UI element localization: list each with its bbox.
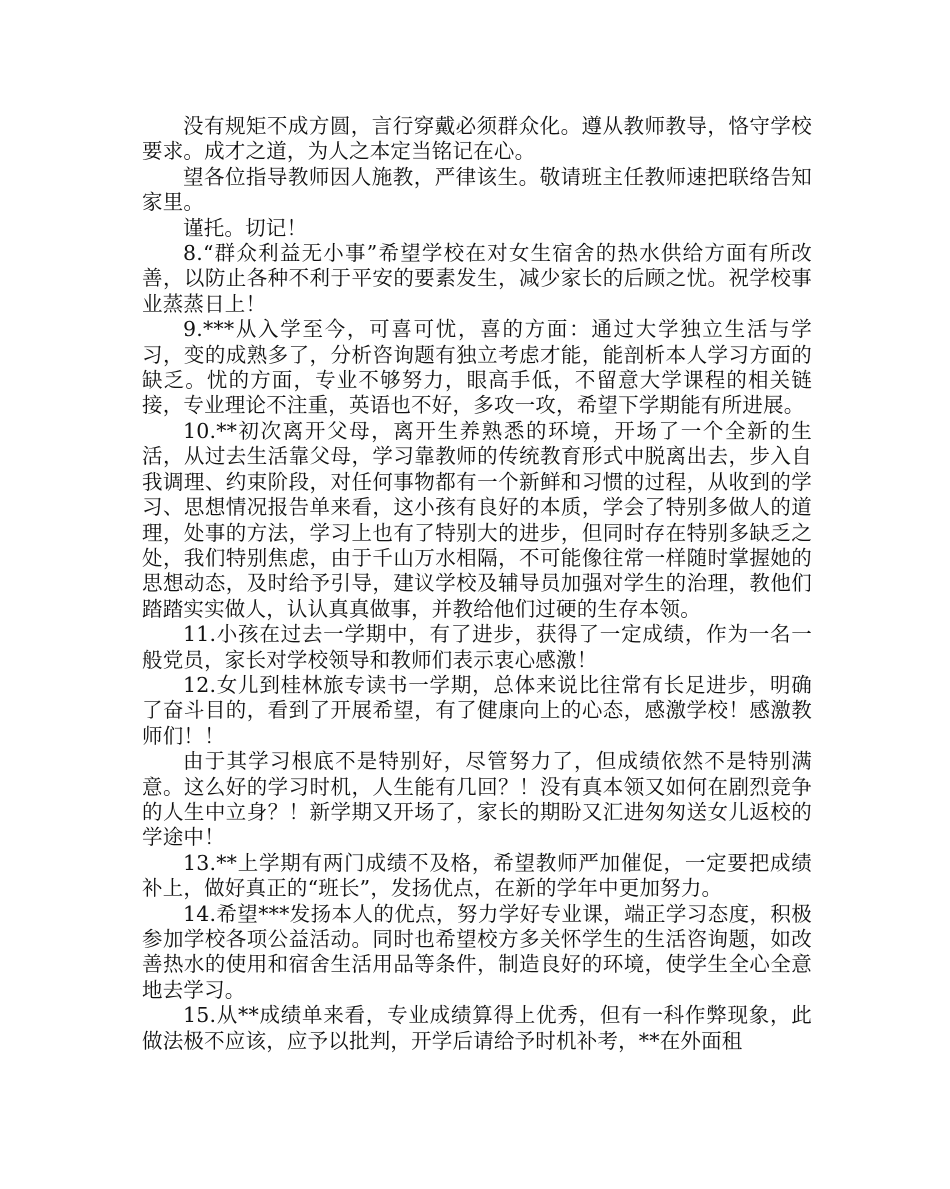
paragraph: 10.**初次离开父母，离开生养熟悉的环境，开场了一个全新的生活，从过去生活靠父母，学习靠教师的传统教育形式中脱离出去，步入自我调理、约束阶段，对任何事物都有一个新鲜和习惯的过程，从收到的学习、思想情况报告单来看，这小孩有良好的本质，学会了特别多做人的道理，处事的方法，学习上也有了特别大的进步，但同时存在特别多缺乏之处，我们特别焦虑，由于千山万水相隔，不可能像往常一样随时掌握她的思想动态，及时给予引导，建议学校及辅导员加强对学生的治理，教他们踏踏实实做人，认认真真做事，并教给他们过硬的生存本领。	[142, 418, 812, 621]
paragraph: 没有规矩不成方圆，言行穿戴必须群众化。遵从教师教导，恪守学校要求。成才之道，为人之本定当铭记在心。	[142, 114, 812, 164]
document-body	[142, 114, 812, 1054]
paragraph: 11.小孩在过去一学期中，有了进步，获得了一定成绩，作为一名一般党员，家长对学校领导和教师们表示衷心感激！	[142, 622, 812, 672]
paragraph: 15.从**成绩单来看，专业成绩算得上优秀，但有一科作弊现象，此做法极不应该，应予以批判，开学后请给予时机补考，**在外面租	[142, 1003, 812, 1053]
paragraph: 12.女儿到桂林旅专读书一学期，总体来说比往常有长足进步，明确了奋斗目的，看到了开展希望，有了健康向上的心态，感激学校！感激教师们！！	[142, 672, 812, 748]
paragraph: 由于其学习根底不是特别好，尽管努力了，但成绩依然不是特别满意。这么好的学习时机，人生能有几回？！没有真本领又如何在剧烈竞争的人生中立身？！新学期又开场了，家长的期盼又汇进匆匆送女儿返校的学途中！	[142, 749, 812, 850]
paragraph: 8.“群众利益无小事”希望学校在对女生宿舍的热水供给方面有所改善，以防止各种不利于平安的要素发生，减少家长的后顾之忧。祝学校事业蒸蒸日上！	[142, 241, 812, 316]
paragraph: 14.希望***发扬本人的优点，努力学好专业课，端正学习态度，积极参加学校各项公益活动。同时也希望校方多关怀学生的生活咨询题，如改善热水的使用和宿舍生活用品等条件，制造良好的环境，使学生全心全意地去学习。	[142, 901, 812, 1002]
paragraph: 望各位指导教师因人施教，严律该生。敬请班主任教师速把联络告知家里。	[142, 164, 812, 215]
paragraph: 9.***从入学至今，可喜可忧，喜的方面：通过大学独立生活与学习，变的成熟多了，分析咨询题有独立考虑才能，能剖析本人学习方面的缺乏。忧的方面，专业不够努力，眼高手低，不留意大学课程的相关链接，专业理论不注重，英语也不好，多攻一攻，希望下学期能有所进展。	[142, 317, 812, 418]
paragraph: 13.**上学期有两门成绩不及格，希望教师严加催促，一定要把成绩补上，做好真正的“班长”，发扬优点，在新的学年中更加努力。	[142, 850, 812, 901]
paragraph: 谨托。切记！	[183, 215, 308, 240]
